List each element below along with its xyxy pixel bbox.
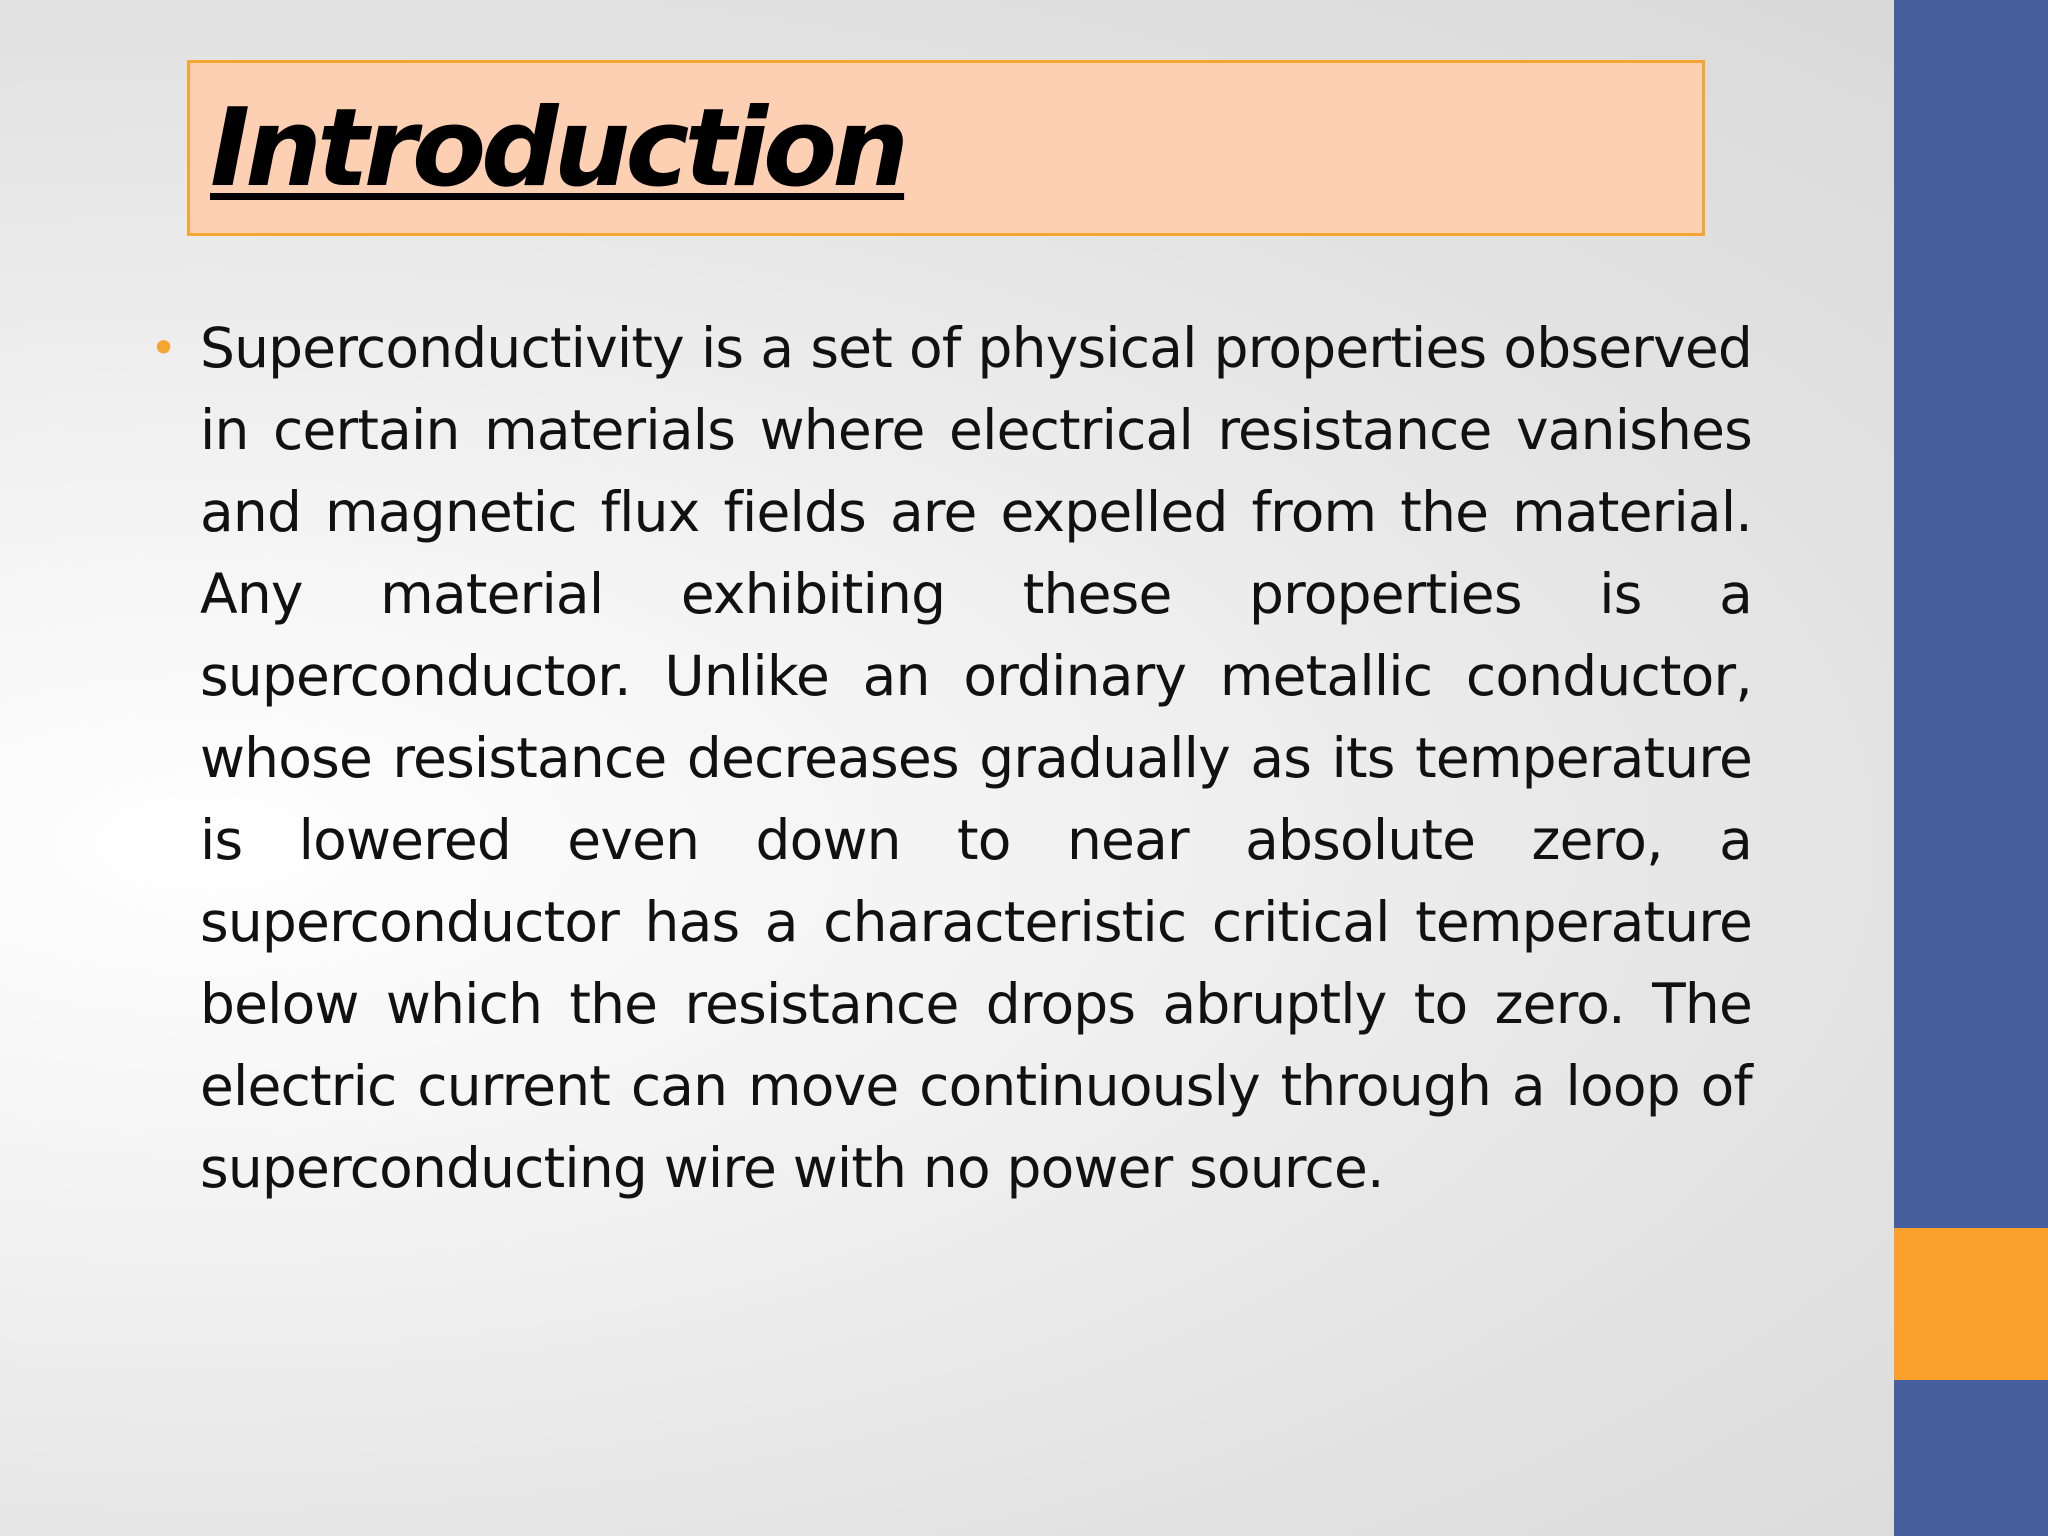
bullet-icon: •: [150, 321, 178, 375]
bullet-text: Superconductivity is a set of physical properties observed in certain materials where electrical resistance vanishes and magnetic flux fields are expelled from the material. Any material exhibiting these properties is a superconductor. Unlike an ordinary metallic conductor, whose resistance decreases gradually as its temperature is lowered even down to near absolute zero, a superconductor has a characteristic critical temperature below which the resistance drops abruptly to zero. The electric current can move continuously through a loop of superconducting wire with no power source.: [200, 316, 1752, 1200]
bullet-item: [148, 307, 1752, 1209]
content-area: [148, 307, 1752, 1209]
slide-title: Introduction: [210, 86, 905, 211]
side-accent-block: [1894, 1228, 2048, 1380]
title-box: [187, 60, 1705, 236]
